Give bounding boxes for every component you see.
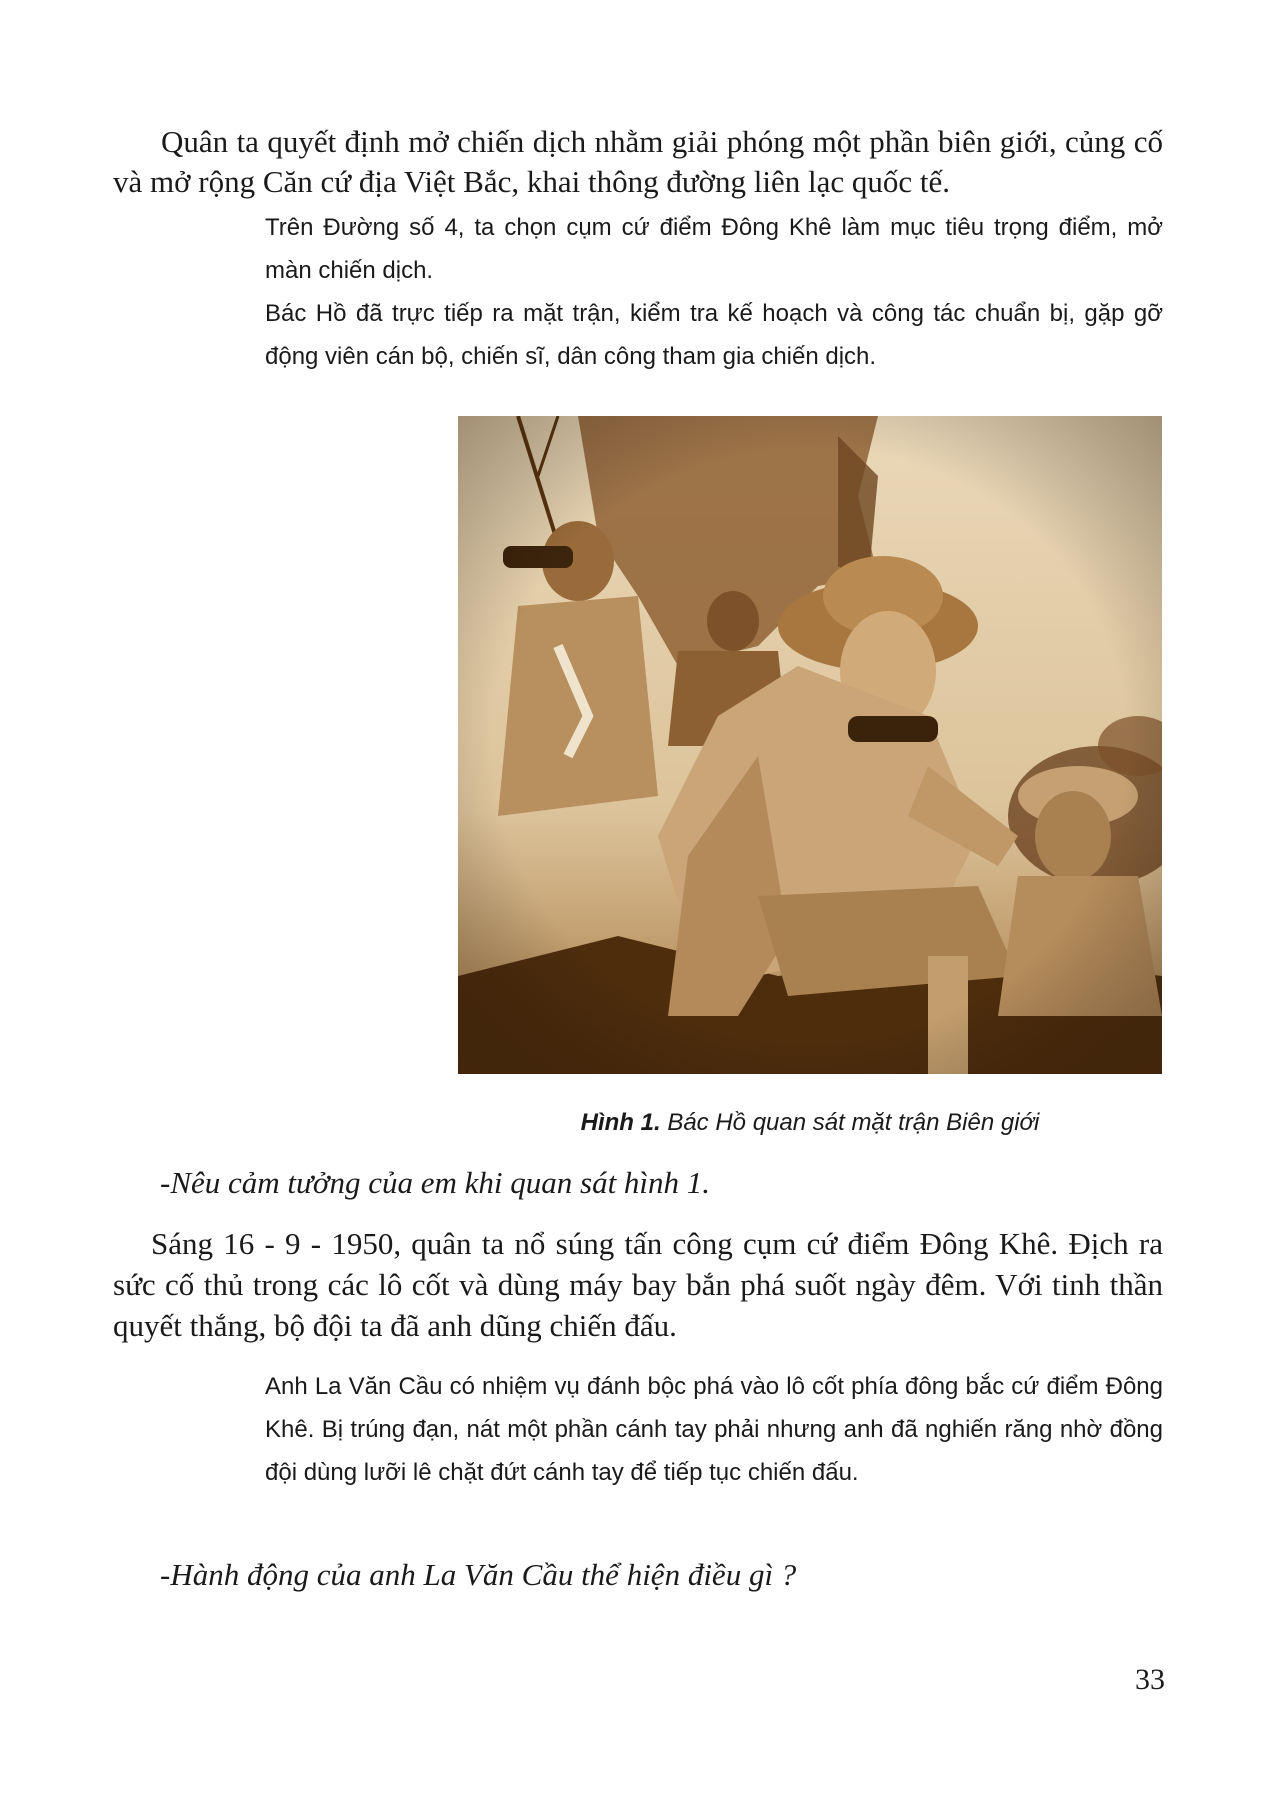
info-box-1-line-1: Trên Đường số 4, ta chọn cụm cứ điểm Đông Khê làm mục tiêu trọng điểm, mở màn chiến dịch. <box>265 214 1163 284</box>
info-box-1-line-2: Bác Hồ đã trực tiếp ra mặt trận, kiểm tra kế hoạch và công tác chuẩn bị, gặp gỡ động viên cán bộ, chiến sĩ, dân công tham gia chiến dịch. <box>265 300 1163 370</box>
intro-paragraph: Quân ta quyết định mở chiến dịch nhằm giải phóng một phần biên giới, củng cố và mở rộng Căn cứ địa Việt Bắc, khai thông đường liên lạc quốc tế. <box>113 124 1163 199</box>
figure-photo-ho-chi-minh <box>458 416 1162 1074</box>
sepia-photo-icon <box>458 416 1162 1074</box>
figure-label: Hình 1. <box>580 1109 661 1136</box>
paragraph-dong-khe-attack: Sáng 16 - 9 - 1950, quân ta nổ súng tấn công cụm cứ điểm Đông Khê. Địch ra sức cố thủ trong các lô cốt và dùng máy bay bắn phá suốt ngày đêm. Với tinh thần quyết thắng, bộ đội ta đã anh dũng chiến đấu. <box>113 1226 1163 1343</box>
info-box-dong-khe <box>265 206 1163 378</box>
info-box-la-van-cau: Anh La Văn Cầu có nhiệm vụ đánh bộc phá vào lô cốt phía đông bắc cứ điểm Đông Khê. Bị trúng đạn, nát một phần cánh tay phải nhưng anh đã nghiến răng nhờ đồng đội dùng lưỡi lê chặt đứt cánh tay để tiếp tục chiến đấu. <box>265 1373 1163 1486</box>
page-number: 33 <box>1135 1663 1165 1696</box>
question-1: -Nêu cảm tưởng của em khi quan sát hình 1. <box>160 1165 711 1200</box>
question-2: -Hành động của anh La Văn Cầu thể hiện điều gì ? <box>160 1557 797 1592</box>
figure-caption-text: Bác Hồ quan sát mặt trận Biên giới <box>660 1109 1040 1136</box>
figure-caption <box>458 1108 1162 1138</box>
